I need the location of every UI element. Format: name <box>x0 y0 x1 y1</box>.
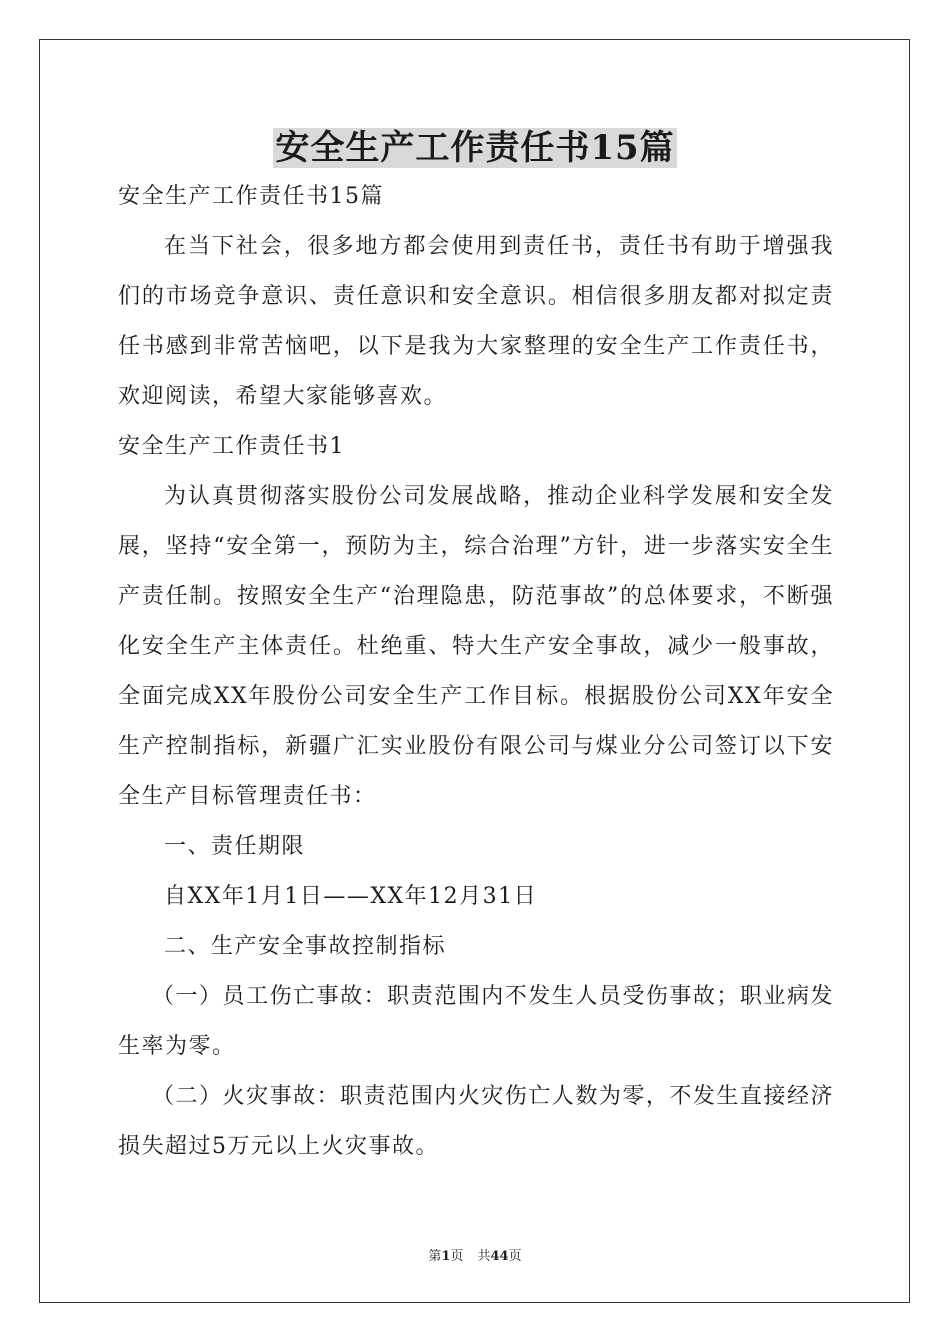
clause-heading-indicators: 二、生产安全事故控制指标 <box>164 934 447 959</box>
document-title-text: 安全生产工作责任书15篇 <box>275 128 675 168</box>
clause-item-fire: （二）火灾事故：职责范围内火灾伤亡人数为零，不发生直接经济损失超过5万元以上火灾事故。 <box>118 1084 834 1159</box>
page-footer <box>0 1248 950 1266</box>
total-prefix: 共 <box>477 1249 491 1264</box>
document-subtitle: 安全生产工作责任书15篇 <box>118 184 384 209</box>
document-title <box>0 126 950 170</box>
clause-term-dates: 自XX年1月1日——XX年12月31日 <box>164 884 538 909</box>
intro-paragraph: 在当下社会，很多地方都会使用到责任书，责任书有助于增强我们的市场竞争意识、责任意识和安全意识。相信很多朋友都对拟定责任书感到非常苦恼吧，以下是我为大家整理的安全生产工作责任书，欢迎阅读，希望大家能够喜欢。 <box>118 234 834 409</box>
clause-item-injury: （一）员工伤亡事故：职责范围内不发生人员受伤事故；职业病发生率为零。 <box>118 984 834 1059</box>
clause-heading-term: 一、责任期限 <box>164 834 306 859</box>
body-paragraph: 为认真贯彻落实股份公司发展战略，推动企业科学发展和安全发展，坚持“安全第一，预防为主，综合治理”方针，进一步落实安全生产责任制。按照安全生产“治理隐患，防范事故”的总体要求，不断强化安全生产主体责任。杜绝重、特大生产安全事故，减少一般事故，全面完成XX年股份公司安全生产工作目标。根据股份公司XX年安全生产控制指标，新疆广汇实业股份有限公司与煤业分公司签订以下安全生产目标管理责任书： <box>118 484 834 809</box>
page-prefix: 第 <box>428 1249 442 1264</box>
page-suffix: 页 <box>450 1249 464 1264</box>
section-heading: 安全生产工作责任书1 <box>118 434 345 459</box>
total-suffix: 页 <box>508 1249 522 1264</box>
page-current: 1 <box>441 1249 451 1264</box>
document-body <box>118 172 834 1172</box>
page-total: 44 <box>490 1249 509 1264</box>
